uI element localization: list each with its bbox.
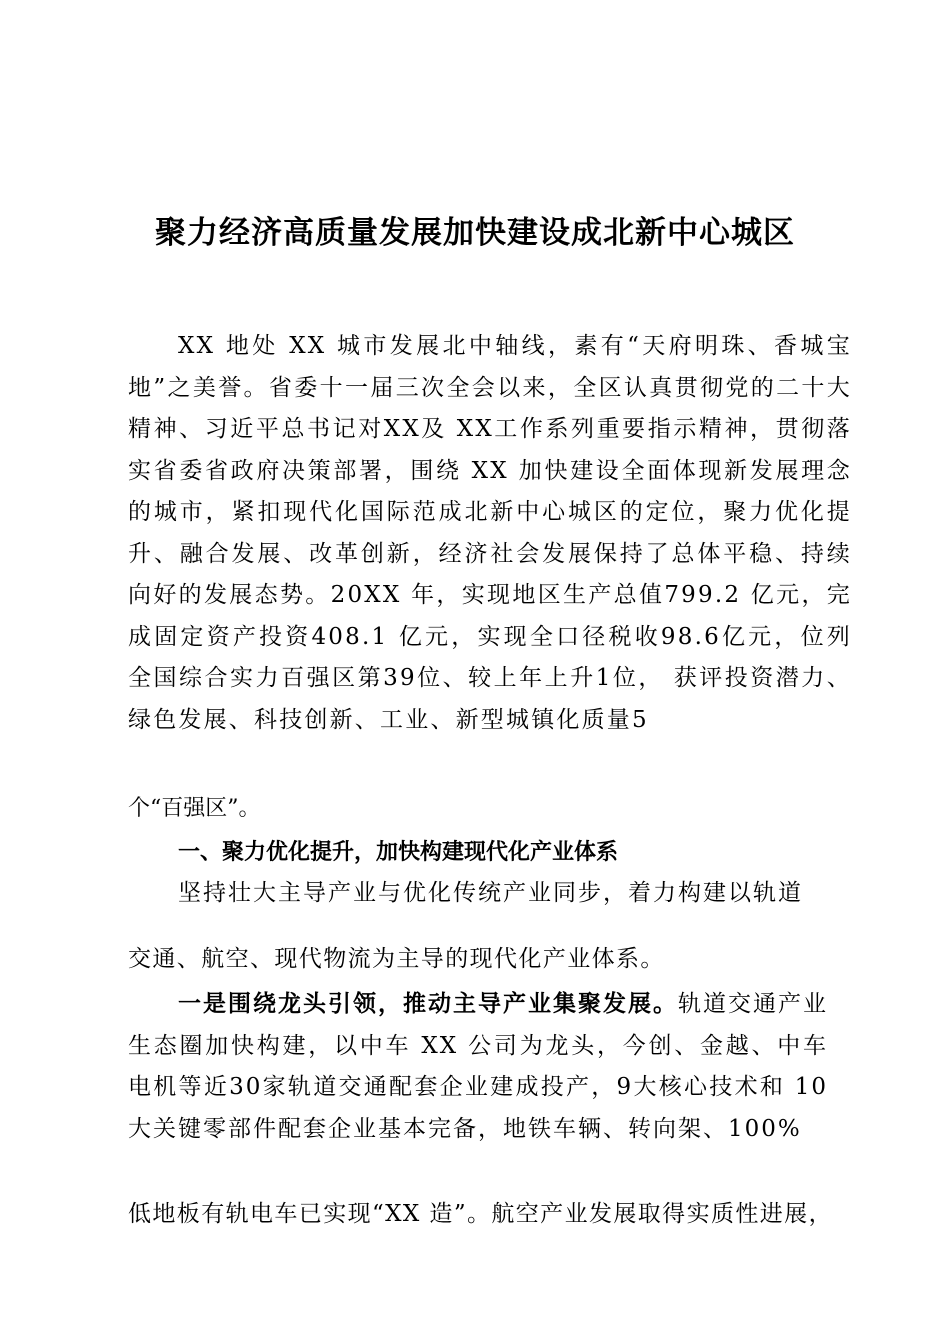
point-paragraph-tail: 低地板有轨电车已实现“XX 造”。航空产业发展取得实质性进展， [128, 1201, 833, 1227]
intro-paragraph-tail: 个“百强区”。 [128, 796, 261, 821]
point-lead-text: 一是围绕龙头引领，推动主导产业集聚发展。 [178, 990, 678, 1017]
section-paragraph: 坚持壮大主导产业与优化传统产业同步，着力构建以轨道 [178, 880, 803, 906]
point-paragraph [128, 983, 828, 1150]
document-title: 聚力经济高质量发展加快建设成北新中心城区 [155, 214, 795, 251]
point-body-text: 轨道交通产业生态圈加快构建，以中车 XX 公司为龙头，今创、金越、中车电机等近30家轨道交通配套企业建成投产，9大核心技术和 10大关键零部件配套企业基本完备，地铁车辆、转向架、100% [128, 991, 828, 1142]
intro-paragraph: XX 地处 XX 城市发展北中轴线，素有“天府明珠、香城宝地”之美誉。省委十一届三次全会以来，全区认真贯彻党的二十大精神、习近平总书记对XX及 XX工作系列重要指示精神，贯彻落实省委省政府决策部署，围绕 XX 加快建设全面体现新发展理念的城市，紧扣现代化国际范成北新中心城区的定位，聚力优化提升、融合发展、改革创新，经济社会发展保持了总体平稳、持续向好的发展态势。20XX 年，实现地区生产总值799.2 亿元，完成固定资产投资408.1 亿元，实现全口径税收98.6亿元，位列全国综合实力百强区第39位、较上年上升1位， 获评投资潜力、绿色发展、科技创新、工业、新型城镇化质量5 [128, 333, 852, 733]
section-heading: 一、聚力优化提升，加快构建现代化产业体系 [178, 840, 619, 865]
section-paragraph-continuation: 交通、航空、现代物流为主导的现代化产业体系。 [128, 946, 665, 972]
